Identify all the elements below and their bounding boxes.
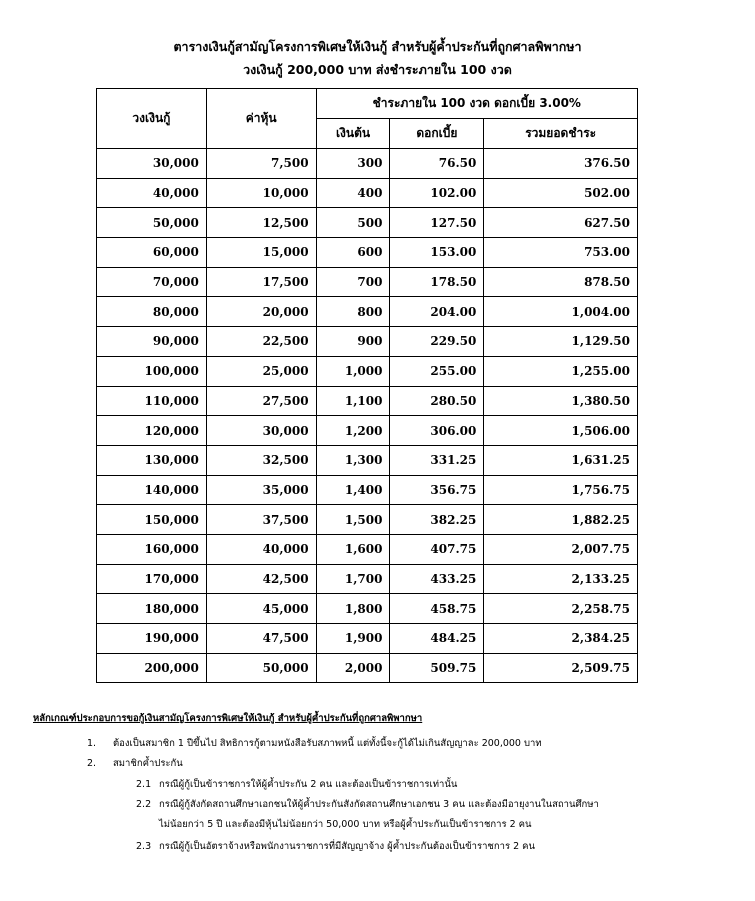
cell-total: 2,133.25	[484, 564, 638, 594]
table-row	[97, 238, 638, 268]
criteria-item-text: สมาชิกค้ำประกัน	[113, 758, 183, 769]
criteria-item-number: 2.	[87, 758, 97, 769]
cell-loan-amount: 50,000	[97, 208, 207, 238]
cell-interest: 102.00	[390, 178, 484, 208]
cell-total: 1,129.50	[484, 327, 638, 357]
cell-shares: 47,500	[206, 624, 316, 654]
criteria-subitem-text-continued: ไม่น้อยกว่า 5 ปี และต้องมีหุ้นไม่น้อยกว่า 50,000 บาท หรือผู้ค้ำประกันเป็นข้าราชการ 2 คน	[159, 819, 532, 830]
table-row	[97, 267, 638, 297]
cell-shares: 10,000	[206, 178, 316, 208]
cell-principal: 1,700	[316, 564, 390, 594]
cell-principal: 1,200	[316, 416, 390, 446]
cell-principal: 400	[316, 178, 390, 208]
cell-shares: 22,500	[206, 327, 316, 357]
cell-principal: 1,400	[316, 475, 390, 505]
cell-principal: 1,300	[316, 445, 390, 475]
cell-principal: 1,100	[316, 386, 390, 416]
criteria-heading: หลักเกณฑ์ประกอบการขอกู้เงินสามัญโครงการพิเศษให้เงินกู้ สำหรับผู้ค้ำประกันที่ถูกศาลพิพากษา	[33, 713, 423, 724]
header-repayment-group: ชำระภายใน 100 งวด ดอกเบี้ย 3.00%	[316, 89, 637, 119]
table-row	[97, 416, 638, 446]
cell-shares: 40,000	[206, 534, 316, 564]
cell-loan-amount: 140,000	[97, 475, 207, 505]
cell-loan-amount: 70,000	[97, 267, 207, 297]
cell-interest: 433.25	[390, 564, 484, 594]
header-shares: ค่าหุ้น	[206, 89, 316, 149]
cell-interest: 153.00	[390, 238, 484, 268]
cell-principal: 1,600	[316, 534, 390, 564]
cell-interest: 306.00	[390, 416, 484, 446]
cell-shares: 35,000	[206, 475, 316, 505]
cell-total: 1,631.25	[484, 445, 638, 475]
loan-table-body	[97, 149, 638, 683]
table-row	[97, 178, 638, 208]
cell-principal: 1,000	[316, 356, 390, 386]
header-total: รวมยอดชำระ	[484, 119, 638, 149]
table-row	[97, 564, 638, 594]
criteria-subitem-number: 2.3	[136, 841, 152, 852]
cell-total: 1,506.00	[484, 416, 638, 446]
cell-loan-amount: 40,000	[97, 178, 207, 208]
criteria-subitem-number: 2.2	[136, 799, 152, 810]
cell-interest: 76.50	[390, 149, 484, 179]
cell-total: 2,384.25	[484, 624, 638, 654]
cell-loan-amount: 130,000	[97, 445, 207, 475]
cell-loan-amount: 200,000	[97, 653, 207, 683]
table-row	[97, 445, 638, 475]
cell-interest: 407.75	[390, 534, 484, 564]
cell-interest: 382.25	[390, 505, 484, 535]
table-row	[97, 297, 638, 327]
cell-shares: 27,500	[206, 386, 316, 416]
cell-total: 2,258.75	[484, 594, 638, 624]
cell-loan-amount: 160,000	[97, 534, 207, 564]
table-row	[97, 327, 638, 357]
header-interest: ดอกเบี้ย	[390, 119, 484, 149]
cell-interest: 331.25	[390, 445, 484, 475]
cell-interest: 509.75	[390, 653, 484, 683]
cell-loan-amount: 170,000	[97, 564, 207, 594]
cell-interest: 255.00	[390, 356, 484, 386]
cell-principal: 1,900	[316, 624, 390, 654]
cell-principal: 500	[316, 208, 390, 238]
cell-loan-amount: 190,000	[97, 624, 207, 654]
cell-shares: 30,000	[206, 416, 316, 446]
cell-principal: 300	[316, 149, 390, 179]
cell-principal: 800	[316, 297, 390, 327]
cell-shares: 42,500	[206, 564, 316, 594]
cell-loan-amount: 120,000	[97, 416, 207, 446]
cell-shares: 7,500	[206, 149, 316, 179]
header-principal: เงินต้น	[316, 119, 390, 149]
cell-principal: 2,000	[316, 653, 390, 683]
cell-loan-amount: 30,000	[97, 149, 207, 179]
cell-total: 1,380.50	[484, 386, 638, 416]
criteria-subitem-text: กรณีผู้กู้เป็นอัตราจ้างหรือพนักงานราชการที่มีสัญญาจ้าง ผู้ค้ำประกันต้องเป็นข้าราชการ 2 คน	[159, 841, 535, 852]
cell-interest: 356.75	[390, 475, 484, 505]
criteria-item-number: 1.	[87, 738, 97, 749]
criteria-item-text: ต้องเป็นสมาชิก 1 ปีขึ้นไป สิทธิการกู้ตามหนังสือรับสภาพหนี้ แต่ทั้งนี้จะกู้ได้ไม่เกินสัญญาละ 200,000 บาท	[113, 738, 542, 749]
loan-table	[96, 88, 638, 683]
cell-total: 1,255.00	[484, 356, 638, 386]
cell-total: 1,882.25	[484, 505, 638, 535]
cell-shares: 25,000	[206, 356, 316, 386]
cell-loan-amount: 180,000	[97, 594, 207, 624]
cell-loan-amount: 80,000	[97, 297, 207, 327]
table-row	[97, 208, 638, 238]
table-row	[97, 356, 638, 386]
cell-total: 2,007.75	[484, 534, 638, 564]
cell-interest: 127.50	[390, 208, 484, 238]
table-row	[97, 594, 638, 624]
criteria-subitem-text: กรณีผู้กู้สังกัดสถานศึกษาเอกชนให้ผู้ค้ำประกันสังกัดสถานศึกษาเอกชน 3 คน และต้องมีอายุงานในสถานศึกษา	[159, 799, 599, 810]
cell-total: 627.50	[484, 208, 638, 238]
cell-shares: 45,000	[206, 594, 316, 624]
table-row	[97, 534, 638, 564]
cell-shares: 50,000	[206, 653, 316, 683]
cell-principal: 1,500	[316, 505, 390, 535]
cell-principal: 700	[316, 267, 390, 297]
cell-interest: 204.00	[390, 297, 484, 327]
cell-total: 376.50	[484, 149, 638, 179]
cell-total: 2,509.75	[484, 653, 638, 683]
cell-principal: 1,800	[316, 594, 390, 624]
table-row	[97, 149, 638, 179]
cell-total: 1,004.00	[484, 297, 638, 327]
cell-shares: 37,500	[206, 505, 316, 535]
document-title: ตารางเงินกู้สามัญโครงการพิเศษให้เงินกู้ สำหรับผู้ค้ำประกันที่ถูกศาลพิพากษา	[173, 39, 582, 54]
cell-loan-amount: 90,000	[97, 327, 207, 357]
cell-shares: 32,500	[206, 445, 316, 475]
table-row	[97, 653, 638, 683]
cell-shares: 15,000	[206, 238, 316, 268]
cell-interest: 458.75	[390, 594, 484, 624]
cell-shares: 12,500	[206, 208, 316, 238]
cell-loan-amount: 100,000	[97, 356, 207, 386]
document-subtitle: วงเงินกู้ 200,000 บาท ส่งชำระภายใน 100 งวด	[243, 62, 512, 77]
cell-total: 753.00	[484, 238, 638, 268]
cell-total: 878.50	[484, 267, 638, 297]
cell-principal: 900	[316, 327, 390, 357]
cell-interest: 229.50	[390, 327, 484, 357]
header-loan-amount: วงเงินกู้	[97, 89, 207, 149]
cell-total: 502.00	[484, 178, 638, 208]
criteria-subitem-number: 2.1	[136, 779, 152, 790]
cell-interest: 484.25	[390, 624, 484, 654]
table-row	[97, 624, 638, 654]
table-row	[97, 386, 638, 416]
cell-loan-amount: 110,000	[97, 386, 207, 416]
cell-principal: 600	[316, 238, 390, 268]
criteria-subitem-text: กรณีผู้กู้เป็นข้าราชการให้ผู้ค้ำประกัน 2 คน และต้องเป็นข้าราชการเท่านั้น	[159, 779, 458, 790]
cell-loan-amount: 60,000	[97, 238, 207, 268]
cell-shares: 17,500	[206, 267, 316, 297]
table-row	[97, 475, 638, 505]
table-row	[97, 505, 638, 535]
cell-loan-amount: 150,000	[97, 505, 207, 535]
cell-interest: 280.50	[390, 386, 484, 416]
cell-shares: 20,000	[206, 297, 316, 327]
cell-interest: 178.50	[390, 267, 484, 297]
cell-total: 1,756.75	[484, 475, 638, 505]
